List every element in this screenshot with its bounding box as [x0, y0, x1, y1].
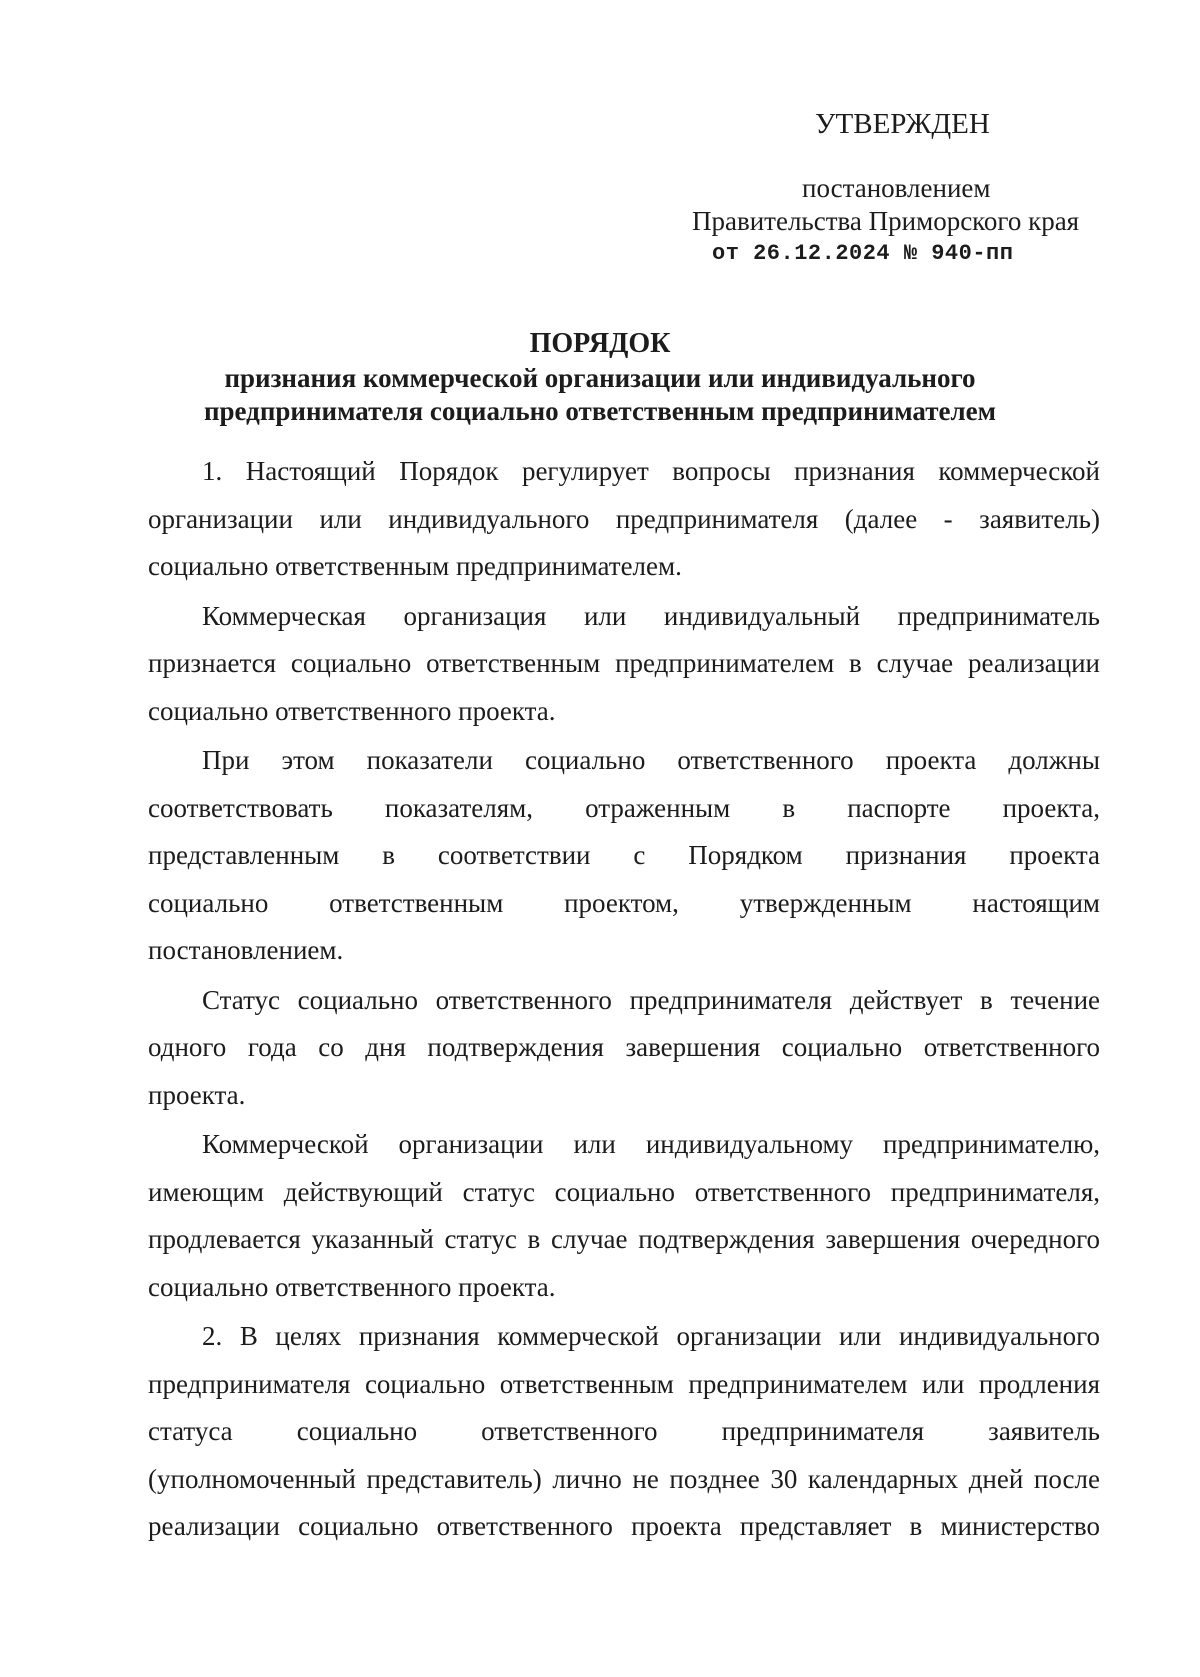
approval-title: УТВЕРЖДЕН — [815, 108, 990, 140]
paragraph-line: организации или индивидуального предпринимателя (далее - заявитель) — [148, 503, 1100, 534]
paragraph-line: статуса социально ответственного предпринимателя заявитель — [148, 1416, 1100, 1446]
paragraph-line: имеющим действующий статус социально ответственного предпринимателя, — [148, 1176, 1100, 1207]
paragraph-line: предпринимателя социально ответственным предпринимателем или продления — [148, 1368, 1100, 1399]
approval-line-date-number: от 26.12.2024 № 940-пп — [712, 241, 1014, 266]
document-title-sub-line-1: признания коммерческой организации или индивидуального — [224, 363, 976, 393]
paragraph-line: продлевается указанный статус в случае подтверждения завершения очередного — [148, 1224, 1100, 1254]
paragraph — [148, 1121, 1100, 1311]
document-title — [0, 326, 1200, 428]
paragraph-line: постановлением. — [148, 935, 344, 965]
paragraph-line: реализации социально ответственного проекта представляет в министерство — [148, 1511, 1100, 1541]
paragraph-line: Статус социально ответственного предпринимателя действует в течение — [202, 984, 1100, 1015]
paragraph — [148, 448, 1100, 591]
paragraph-line: (уполномоченный представитель) лично не позднее 30 календарных дней после — [148, 1463, 1100, 1494]
paragraph-line: социально ответственного проекта. — [148, 1271, 556, 1302]
paragraph — [148, 1313, 1100, 1551]
paragraph-line: проекта. — [148, 1079, 246, 1110]
document-title-sub-line-2: предпринимателя социально ответственным предпринимателем — [203, 396, 997, 426]
paragraph-line: Коммерческой организации или индивидуальному предпринимателю, — [202, 1129, 1100, 1159]
paragraph-line: одного года со дня подтверждения завершения социально ответственного — [148, 1032, 1100, 1062]
paragraph-line: признается социально ответственным предпринимателем в случае реализации — [148, 648, 1100, 678]
paragraph — [148, 593, 1100, 736]
paragraph-line: социально ответственным проектом, утвержденным настоящим — [148, 887, 1100, 918]
approval-line-resolution: постановлением — [802, 173, 991, 203]
paragraph-line: 1. Настоящий Порядок регулирует вопросы признания коммерческой — [202, 456, 1100, 486]
paragraph-line: представленным в соответствии с Порядком признания проекта — [148, 840, 1100, 870]
paragraph-line: Коммерческая организация или индивидуальный предприниматель — [202, 600, 1100, 631]
paragraph-line: При этом показатели социально ответственного проекта должны — [202, 745, 1100, 775]
paragraph-line: социально ответственного проекта. — [148, 695, 556, 726]
approval-stamp — [0, 0, 1200, 270]
paragraph-line: соответствовать показателям, отраженным в паспорте проекта, — [148, 792, 1100, 823]
document-title-main: ПОРЯДОК — [529, 328, 671, 359]
paragraph-line: 2. В целях признания коммерческой организации или индивидуального — [202, 1321, 1100, 1351]
paragraph — [148, 737, 1100, 975]
paragraph-line: социально ответственным предпринимателем. — [148, 551, 682, 581]
document-body — [148, 448, 1100, 1553]
paragraph — [148, 977, 1100, 1120]
approval-line-government: Правительства Приморского края — [692, 206, 1080, 236]
